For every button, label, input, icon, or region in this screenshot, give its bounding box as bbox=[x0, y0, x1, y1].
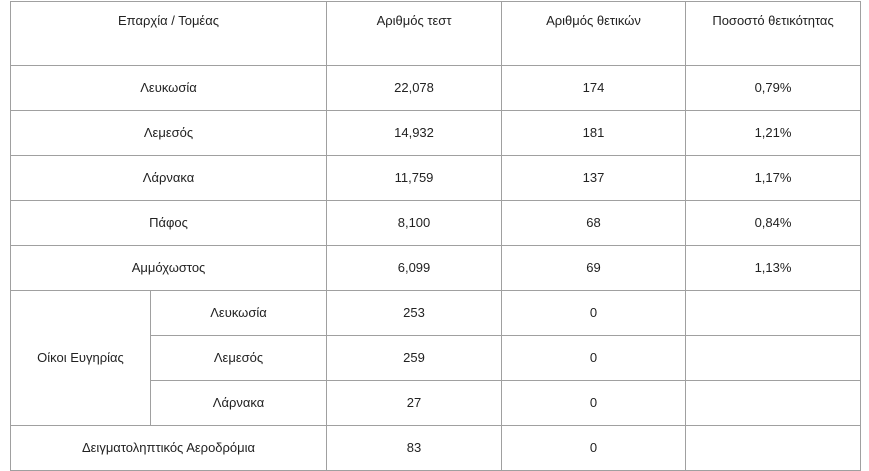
rate-cell: 0,79% bbox=[686, 66, 861, 111]
rate-cell bbox=[686, 336, 861, 381]
table-header-row bbox=[11, 2, 861, 66]
tests-cell: 27 bbox=[327, 381, 502, 426]
subregion-cell: Λεμεσός bbox=[151, 336, 327, 381]
tests-cell: 83 bbox=[327, 426, 502, 471]
care-homes-label: Οίκοι Ευγηρίας bbox=[11, 291, 151, 426]
rate-cell bbox=[686, 381, 861, 426]
table-row bbox=[11, 201, 861, 246]
table-row bbox=[11, 111, 861, 156]
subregion-cell: Λάρνακα bbox=[151, 381, 327, 426]
header-positives: Αριθμός θετικών bbox=[502, 2, 686, 66]
tests-cell: 14,932 bbox=[327, 111, 502, 156]
rate-cell bbox=[686, 291, 861, 336]
header-tests: Αριθμός τεστ bbox=[327, 2, 502, 66]
table-row bbox=[11, 66, 861, 111]
positives-cell: 0 bbox=[502, 381, 686, 426]
tests-cell: 253 bbox=[327, 291, 502, 336]
header-region: Επαρχία / Τομέας bbox=[11, 2, 327, 66]
region-cell: Δειγματοληπτικός Αεροδρόμια bbox=[11, 426, 327, 471]
table-row bbox=[11, 246, 861, 291]
region-cell: Πάφος bbox=[11, 201, 327, 246]
rate-cell: 1,17% bbox=[686, 156, 861, 201]
testing-results-table bbox=[10, 1, 861, 471]
positives-cell: 0 bbox=[502, 336, 686, 381]
positives-cell: 174 bbox=[502, 66, 686, 111]
region-cell: Αμμόχωστος bbox=[11, 246, 327, 291]
tests-cell: 11,759 bbox=[327, 156, 502, 201]
positives-cell: 181 bbox=[502, 111, 686, 156]
positives-cell: 0 bbox=[502, 291, 686, 336]
table-row bbox=[11, 156, 861, 201]
rate-cell: 1,21% bbox=[686, 111, 861, 156]
tests-cell: 259 bbox=[327, 336, 502, 381]
table-row bbox=[11, 291, 861, 336]
table-row bbox=[11, 426, 861, 471]
tests-cell: 6,099 bbox=[327, 246, 502, 291]
region-cell: Λεμεσός bbox=[11, 111, 327, 156]
rate-cell: 1,13% bbox=[686, 246, 861, 291]
region-cell: Λάρνακα bbox=[11, 156, 327, 201]
rate-cell: 0,84% bbox=[686, 201, 861, 246]
subregion-cell: Λευκωσία bbox=[151, 291, 327, 336]
header-positivity-rate: Ποσοστό θετικότητας bbox=[686, 2, 861, 66]
positives-cell: 68 bbox=[502, 201, 686, 246]
tests-cell: 8,100 bbox=[327, 201, 502, 246]
region-cell: Λευκωσία bbox=[11, 66, 327, 111]
rate-cell bbox=[686, 426, 861, 471]
positives-cell: 137 bbox=[502, 156, 686, 201]
tests-cell: 22,078 bbox=[327, 66, 502, 111]
positives-cell: 0 bbox=[502, 426, 686, 471]
positives-cell: 69 bbox=[502, 246, 686, 291]
